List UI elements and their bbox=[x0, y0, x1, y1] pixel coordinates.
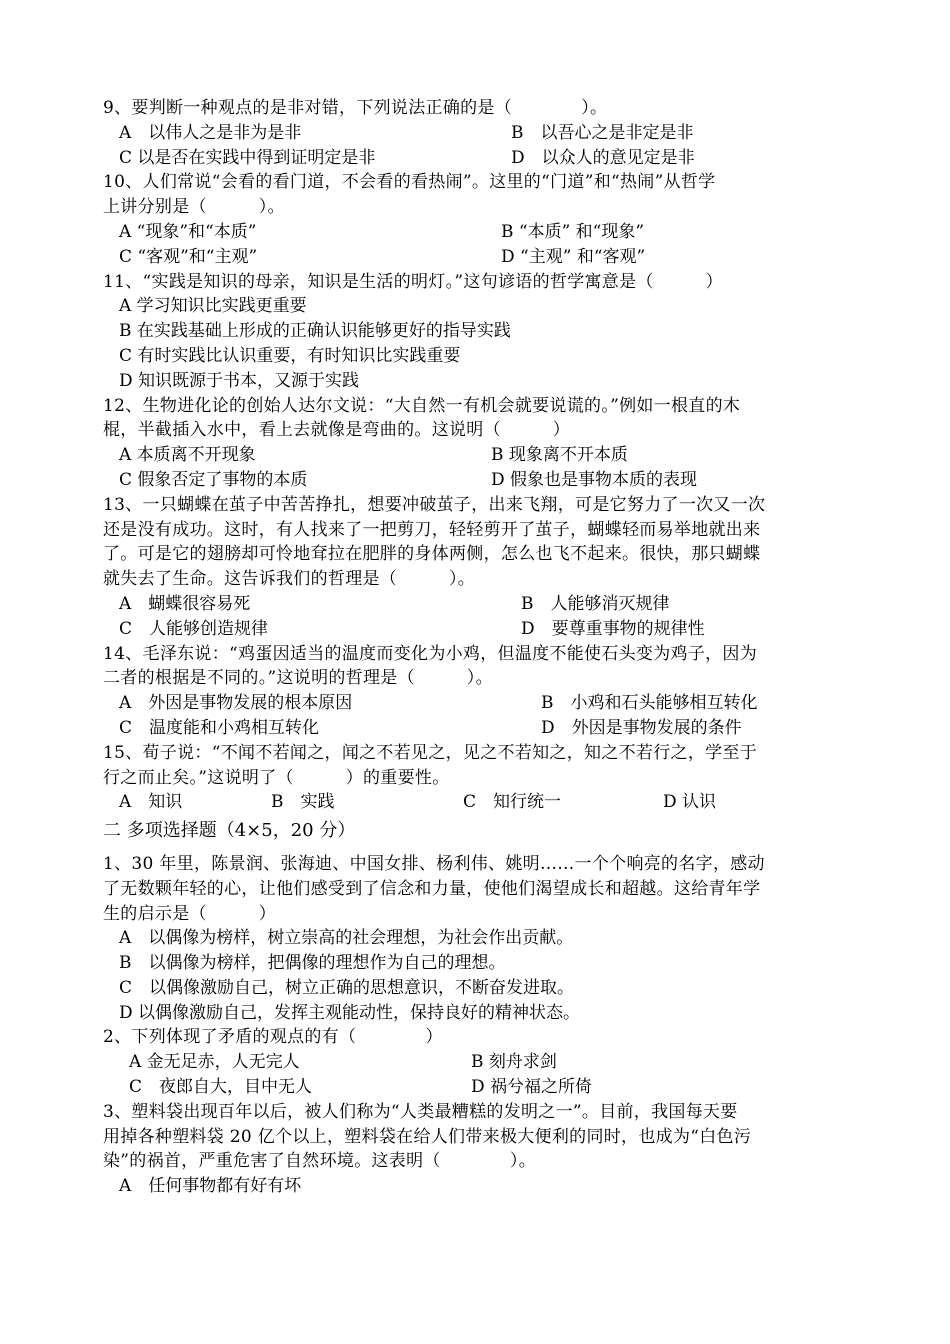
answer-option: D 假象也是事物本质的表现 bbox=[491, 469, 698, 490]
question-stem-line: 14、毛泽东说：“鸡蛋因适当的温度而变化为小鸡，但温度不能使石头变为鸡子，因为 bbox=[103, 643, 758, 664]
question-stem-line: 还是没有成功。这时，有人找来了一把剪刀，轻轻剪开了茧子，蝴蝶轻而易举地就出来 bbox=[103, 519, 761, 540]
answer-option: A “现象”和“本质” bbox=[119, 221, 257, 242]
question-stem-line: 13、一只蝴蝶在茧子中苦苦挣扎，想要冲破茧子，出来飞翔，可是它努力了一次又一次 bbox=[103, 494, 766, 515]
option-row bbox=[103, 369, 843, 394]
option-row bbox=[103, 468, 843, 493]
answer-option: B 以偶像为榜样，把偶像的理想作为自己的理想。 bbox=[119, 953, 506, 974]
answer-option: C 知行统一 bbox=[463, 792, 562, 813]
question-stem-line: 了。可是它的翅膀却可怜地耷拉在肥胖的身体两侧，怎么也飞不起来。很快，那只蝴蝶 bbox=[103, 544, 761, 565]
option-row bbox=[103, 951, 843, 976]
option-row bbox=[103, 1174, 843, 1199]
question-stem-line: 2、下列体现了矛盾的观点的有（ ） bbox=[103, 1027, 443, 1048]
question bbox=[103, 741, 843, 815]
answer-option: A 本质离不开现象 bbox=[119, 445, 256, 466]
option-row bbox=[103, 976, 843, 1001]
option-row bbox=[103, 220, 843, 245]
single-choice-questions bbox=[103, 96, 843, 815]
answer-option: B 小鸡和石头能够相互转化 bbox=[541, 693, 758, 714]
answer-option: A 以偶像为榜样，树立崇高的社会理想，为社会作出贡献。 bbox=[119, 928, 574, 949]
question-stem-line: 二者的根据是不同的。”这说明的哲理是（ ）。 bbox=[103, 668, 493, 689]
answer-option: D 要尊重事物的规律性 bbox=[521, 618, 705, 639]
section-title: 二 多项选择题（4×5，20 分） bbox=[103, 820, 356, 842]
question bbox=[103, 852, 843, 1026]
question bbox=[103, 1025, 843, 1099]
answer-option: D 知识既源于书本，又源于实践 bbox=[119, 370, 360, 391]
question-stem-line: 棍，半截插入水中，看上去就像是弯曲的。这说明（ ） bbox=[103, 420, 571, 441]
question-stem-line: 用掉各种塑料袋 20 亿个以上，塑料袋在给人们带来极大便利的同时，也成为“白色污 bbox=[103, 1126, 752, 1147]
answer-option: B 实践 bbox=[271, 792, 335, 813]
answer-option: C 人能够创造规律 bbox=[119, 618, 269, 639]
answer-option: B 人能够消灭规律 bbox=[521, 593, 670, 614]
question-stem-line: 生的启示是（ ） bbox=[103, 903, 276, 924]
answer-option: A 以伟人之是非为是非 bbox=[119, 122, 302, 143]
option-row bbox=[103, 121, 843, 146]
option-row bbox=[103, 319, 843, 344]
answer-option: D 以众人的意见定是非 bbox=[511, 147, 695, 168]
option-row bbox=[103, 294, 843, 319]
answer-option: B 在实践基础上形成的正确认识能够更好的指导实践 bbox=[119, 321, 511, 342]
question bbox=[103, 96, 843, 170]
answer-option: C 温度能和小鸡相互转化 bbox=[119, 717, 320, 738]
option-row bbox=[103, 146, 843, 171]
answer-option: C 夜郎自大，目中无人 bbox=[129, 1077, 313, 1098]
question bbox=[103, 493, 843, 642]
answer-option: B “本质” 和“现象” bbox=[501, 221, 645, 242]
option-row bbox=[103, 926, 843, 951]
question-stem-line: 了无数颗年轻的心，让他们感受到了信念和力量，使他们渴望成长和超越。这给青年学 bbox=[103, 878, 761, 899]
question bbox=[103, 1100, 843, 1199]
answer-option: B 以吾心之是非定是非 bbox=[511, 122, 694, 143]
question-stem-line: 上讲分别是（ ）。 bbox=[103, 197, 285, 218]
answer-option: C “客观”和“主观” bbox=[119, 246, 258, 267]
question-stem-line: 10、人们常说“会看的看门道，不会看的看热闹”。这里的“门道”和“热闹”从哲学 bbox=[103, 172, 716, 193]
answer-option: D 祸兮福之所倚 bbox=[471, 1077, 593, 1098]
option-row bbox=[103, 592, 843, 617]
option-row bbox=[103, 1050, 843, 1075]
question bbox=[103, 394, 843, 493]
question-stem-line: 15、荀子说：“不闻不若闻之，闻之不若见之，见之不若知之，知之不若行之，学至于 bbox=[103, 742, 758, 763]
option-row bbox=[103, 691, 843, 716]
answer-option: C 假象否定了事物的本质 bbox=[119, 469, 308, 490]
option-row bbox=[103, 1001, 843, 1026]
question-stem-line: 行之而止矣。”这说明了（ ）的重要性。 bbox=[103, 767, 450, 788]
option-row bbox=[103, 245, 843, 270]
question-stem-line: 1、30 年里，陈景润、张海迪、中国女排、杨利伟、姚明……一个个响亮的名字，感动 bbox=[103, 853, 765, 874]
question bbox=[103, 270, 843, 394]
answer-option: A 任何事物都有好有坏 bbox=[119, 1176, 302, 1197]
question bbox=[103, 170, 843, 269]
option-row bbox=[103, 790, 843, 815]
question-stem-line: 染”的祸首，严重危害了自然环境。这表明（ ）。 bbox=[103, 1151, 536, 1172]
answer-option: B 现象离不开本质 bbox=[491, 445, 628, 466]
option-row bbox=[103, 344, 843, 369]
answer-option: D 认识 bbox=[663, 792, 717, 813]
answer-option: D 外因是事物发展的条件 bbox=[541, 717, 742, 738]
option-row bbox=[103, 716, 843, 741]
option-row bbox=[103, 1075, 843, 1100]
question-stem-line: 9、要判断一种观点的是非对错，下列说法正确的是（ ）。 bbox=[103, 98, 608, 118]
answer-option: D 以偶像激励自己，发挥主观能动性，保持良好的精神状态。 bbox=[119, 1002, 581, 1023]
answer-option: A 学习知识比实践更重要 bbox=[119, 296, 307, 317]
question bbox=[103, 642, 843, 741]
question-stem-line: 就失去了生命。这告诉我们的哲理是（ ）。 bbox=[103, 569, 476, 590]
question-stem-line: 3、塑料袋出现百年以后，被人们称为“人类最糟糕的发明之一”。目前，我国每天要 bbox=[103, 1101, 738, 1122]
answer-option: C 以是否在实践中得到证明定是非 bbox=[119, 147, 376, 168]
answer-option: A 金无足赤，人无完人 bbox=[129, 1052, 300, 1073]
answer-option: A 外因是事物发展的根本原因 bbox=[119, 693, 353, 714]
option-row bbox=[103, 443, 843, 468]
answer-option: A 蝴蝶很容易死 bbox=[119, 593, 251, 614]
question-stem-line: 11、“实践是知识的母亲，知识是生活的明灯。”这句谚语的哲学寓意是（ ） bbox=[103, 271, 723, 292]
answer-option: B 刻舟求剑 bbox=[471, 1052, 557, 1073]
option-row bbox=[103, 617, 843, 642]
answer-option: C 以偶像激励自己，树立正确的思想意识，不断奋发进取。 bbox=[119, 977, 575, 998]
exam-page bbox=[103, 96, 843, 1199]
answer-option: A 知识 bbox=[119, 792, 183, 813]
answer-option: C 有时实践比认识重要，有时知识比实践重要 bbox=[119, 345, 461, 366]
question-stem-line: 12、生物进化论的创始人达尔文说：“大自然一有机会就要说谎的。”例如一根直的木 bbox=[103, 395, 741, 416]
answer-option: D “主观” 和“客观” bbox=[501, 246, 646, 267]
multiple-choice-questions bbox=[103, 852, 843, 1199]
